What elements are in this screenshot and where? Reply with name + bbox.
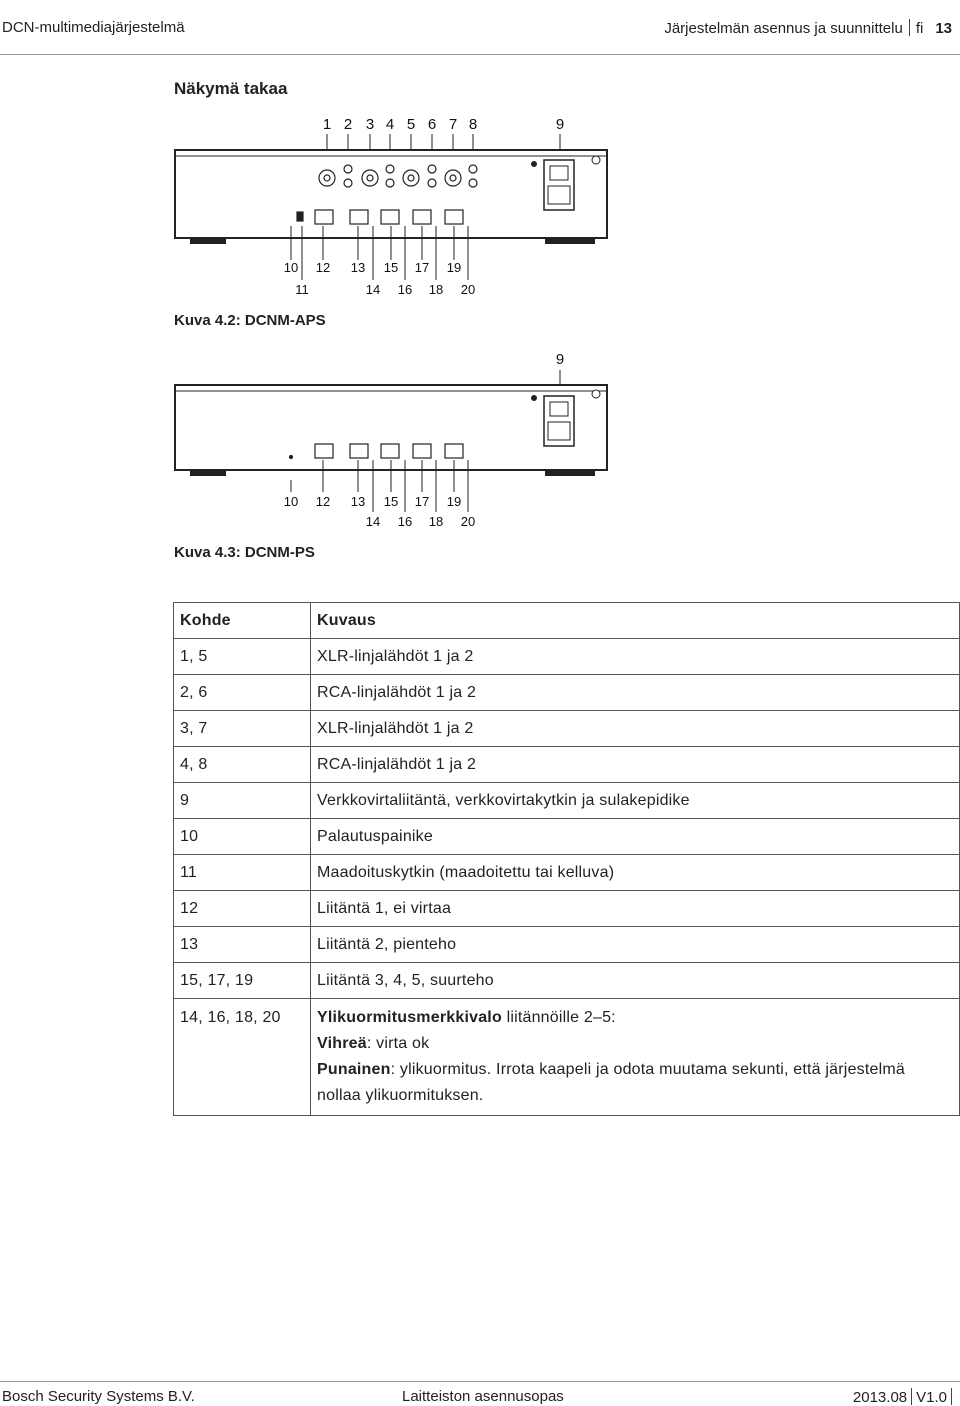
description-cell: Liitäntä 1, ei virtaa [311, 891, 960, 927]
table-row [174, 819, 960, 855]
description-cell: Liitäntä 3, 4, 5, suurteho [311, 963, 960, 999]
description-cell: Maadoituskytkin (maadoitettu tai kelluva) [311, 855, 960, 891]
company-name: Bosch Security Systems B.V. [2, 1388, 195, 1405]
item-cell: 11 [174, 855, 311, 891]
callout-label: 6 [427, 116, 437, 133]
description-cell: RCA-linjalähdöt 1 ja 2 [311, 747, 960, 783]
item-cell: 13 [174, 927, 311, 963]
separator [909, 19, 910, 36]
item-description-table [173, 602, 960, 1116]
device-foot [545, 470, 595, 476]
description-cell: RCA-linjalähdöt 1 ja 2 [311, 675, 960, 711]
callout-label: 14 [365, 282, 381, 297]
table-header-row [174, 603, 960, 639]
green-label: Vihreä [317, 1035, 367, 1052]
callout-label: 15 [383, 260, 399, 275]
callout-label: 12 [315, 260, 331, 275]
callout-label: 1 [322, 116, 332, 133]
table-row [174, 675, 960, 711]
item-cell: 4, 8 [174, 747, 311, 783]
section-title: Näkymä takaa [174, 79, 288, 98]
separator [911, 1388, 912, 1405]
device-chassis [175, 150, 607, 238]
callout-bottom-labels [284, 260, 475, 297]
description-line [317, 1057, 953, 1109]
description-cell: Palautuspainike [311, 819, 960, 855]
table-row [174, 711, 960, 747]
callout-label: 10 [283, 260, 299, 275]
description-text: liitännöille 2–5: [501, 1009, 616, 1026]
version: V1.0 [916, 1389, 947, 1406]
overload-led-label: Ylikuormitusmerkkivalo [317, 1009, 502, 1026]
description-line [317, 1031, 953, 1057]
callout-bottom-labels [284, 494, 475, 529]
callout-label: 18 [428, 514, 444, 529]
column-header: Kohde [174, 603, 311, 639]
table-row [174, 891, 960, 927]
description-text: : ylikuormitus. Irrota kaapeli ja odota muutama sekunti, että järjestelmä nollaa ylikuormituksen. [317, 1061, 905, 1104]
device-foot [190, 470, 226, 476]
table-row [174, 855, 960, 891]
callout-label: 12 [315, 494, 331, 509]
callout-label: 8 [468, 116, 478, 133]
dcnm-ps-rear-diagram [0, 340, 960, 535]
table-row [174, 927, 960, 963]
callout-label: 16 [397, 514, 413, 529]
callout-label: 17 [414, 260, 430, 275]
callout-label: 9 [555, 351, 565, 368]
device-foot [545, 238, 595, 244]
description-cell: XLR-linjalähdöt 1 ja 2 [311, 639, 960, 675]
description-cell [311, 999, 960, 1116]
description-text: : virta ok [366, 1035, 430, 1052]
callout-label: 4 [385, 116, 395, 133]
table-row [174, 963, 960, 999]
callout-label: 11 [295, 282, 309, 297]
item-cell: 14, 16, 18, 20 [174, 999, 311, 1116]
callout-label: 15 [383, 494, 399, 509]
description-line [317, 1005, 953, 1031]
item-cell: 1, 5 [174, 639, 311, 675]
footer-right [853, 1388, 956, 1406]
table-row [174, 783, 960, 819]
page-number: 13 [935, 20, 952, 37]
table-row [174, 747, 960, 783]
callout-label: 19 [446, 260, 462, 275]
table-row [174, 639, 960, 675]
callout-top-labels [556, 351, 564, 368]
item-cell: 3, 7 [174, 711, 311, 747]
publication-date: 2013.08 [852, 1389, 908, 1406]
dcnm-aps-rear-diagram [0, 108, 960, 308]
document-name: Laitteiston asennusopas [402, 1388, 564, 1405]
description-cell: Liitäntä 2, pienteho [311, 927, 960, 963]
item-cell: 10 [174, 819, 311, 855]
separator [951, 1388, 952, 1405]
page-header [0, 0, 960, 55]
callout-label: 7 [448, 116, 458, 133]
language-code: fi [915, 20, 924, 37]
callout-label: 5 [406, 116, 416, 133]
figure-caption-ps: Kuva 4.3: DCNM-PS [174, 544, 315, 561]
item-cell: 12 [174, 891, 311, 927]
callout-label: 2 [343, 116, 353, 133]
callout-label: 13 [350, 260, 366, 275]
callout-label: 9 [555, 116, 565, 133]
callout-label: 18 [428, 282, 444, 297]
figure-caption-aps: Kuva 4.2: DCNM-APS [174, 312, 326, 329]
callout-label: 16 [397, 282, 413, 297]
callout-top-labels [323, 116, 564, 133]
item-cell: 15, 17, 19 [174, 963, 311, 999]
callout-label: 20 [460, 282, 476, 297]
callout-label: 17 [414, 494, 430, 509]
callout-label: 19 [446, 494, 462, 509]
callout-label: 20 [460, 514, 476, 529]
document-title: DCN-multimediajärjestelmä [2, 19, 185, 36]
description-cell: XLR-linjalähdöt 1 ja 2 [311, 711, 960, 747]
device-foot [190, 238, 226, 244]
column-header: Kuvaus [311, 603, 960, 639]
page-footer [0, 1381, 960, 1406]
callout-label: 3 [365, 116, 375, 133]
callout-label: 14 [365, 514, 381, 529]
callout-label: 13 [350, 494, 366, 509]
item-cell: 2, 6 [174, 675, 311, 711]
description-cell: Verkkovirtaliitäntä, verkkovirtakytkin ja sulakepidike [311, 783, 960, 819]
callout-label: 10 [283, 494, 299, 509]
item-cell: 9 [174, 783, 311, 819]
red-label: Punainen [317, 1061, 391, 1078]
section-name: Järjestelmän asennus ja suunnittelu [664, 20, 903, 37]
header-right [664, 19, 952, 37]
table-row [174, 999, 960, 1116]
